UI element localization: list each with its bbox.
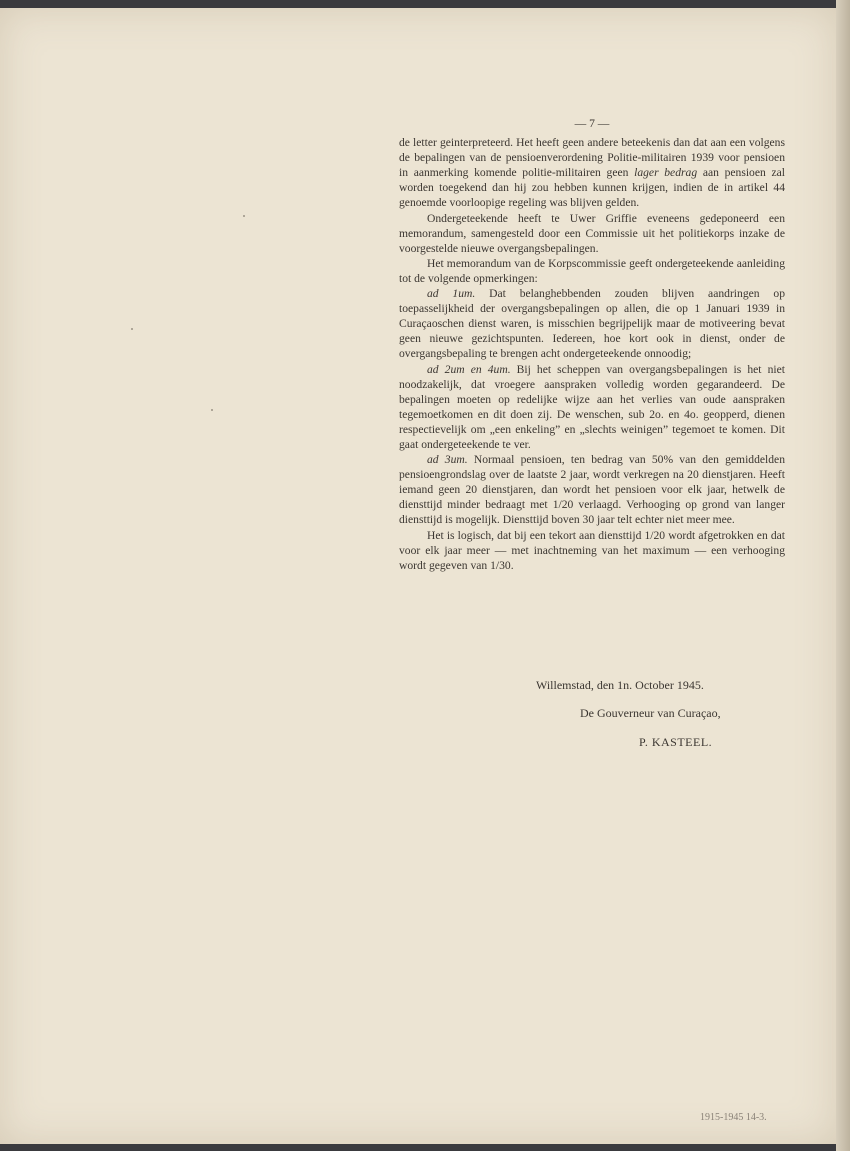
governor-title: De Gouverneur van Curaçao, bbox=[580, 706, 721, 720]
archive-stamp: 1915-1945 14-3. bbox=[700, 1112, 767, 1123]
paragraph-3: Het memorandum van de Korpscommissie geeft ondergeteekende aanleiding tot de volgende opmerkingen: bbox=[399, 256, 785, 285]
speck bbox=[243, 215, 245, 217]
paragraph-ad-2um-4um: ad 2um en 4um. Bij het scheppen van overgangsbepalingen is het niet noodzakelijk, dat vroegere aanspraken volledig worden gegarandeerd. De bepalingen moeten op redelijke wijze aan het verlies van oude aanspraken tegemoetkomen en dit doen zij. De wenschen, sub 2o. en 4o. geopperd, dienen respectievelijk om „een enkeling” en „slechts weinigen” tegemoet te komen. Dit gaat ondergeteekende te ver. bbox=[399, 362, 785, 451]
paragraph-1: de letter geinterpreteerd. Het heeft geen andere beteekenis dan dat aan een volgens de bepalingen van de pensioenverordening Politie-militairen 1939 voor pensioen in aanmerking komende politie-militairen geen lager bedrag aan pensioen zal worden toegekend dan hij zou hebben kunnen krijgen, indien de in artikel 44 genoemde voorloopige regeling was blijven gelden. bbox=[399, 136, 785, 210]
page-number: — 7 — bbox=[574, 117, 610, 130]
place-date: Willemstad, den 1n. October 1945. bbox=[536, 678, 704, 692]
paragraph-2: Ondergeteekende heeft te Uwer Griffie eveneens gedeponeerd een memorandum, samengesteld door een Commissie uit het politiekorps inzake de voorgestelde nieuwe overgangsbepalingen. bbox=[399, 211, 785, 255]
paragraph-ad-1um: ad 1um. Dat belanghebbenden zouden blijven aandringen op toepasselijkheid der overgangsbepalingen op allen, die op 1 Januari 1939 in Curaçaoschen dienst waren, is misschien begrijpelijk maar de motiveering bevat geen nieuwe gezichtspunten. Iedereen, hoe kort ook in dienst, onder de overgangsbepaling te brengen acht ondergeteekende onnoodig; bbox=[399, 287, 785, 361]
speck bbox=[211, 409, 213, 411]
signature: P. KASTEEL. bbox=[639, 735, 713, 749]
paragraph-ad-3um: ad 3um. Normaal pensioen, ten bedrag van 50% van den gemiddelden pensioengrondslag over de laatste 2 jaar, wordt verkregen na 20 dienstjaren. Heeft iemand geen 20 dienstjaren, dan wordt het pensioen voor elk jaar, hetwelk de diensttijd minder bedraagt met 1/20 verlaagd. Verhooging op grond van langer diensttijd is mogelijk. Diensttijd boven 30 jaar telt echter niet meer mee. bbox=[399, 453, 785, 527]
paragraph-7: Het is logisch, dat bij een tekort aan diensttijd 1/20 wordt afgetrokken en dat voor elk jaar meer — met inachtneming van het maximum — een verhooging wordt gegeven van 1/30. bbox=[399, 528, 785, 572]
page-edge bbox=[836, 0, 850, 1151]
body-text bbox=[399, 116, 785, 573]
speck bbox=[131, 328, 133, 330]
